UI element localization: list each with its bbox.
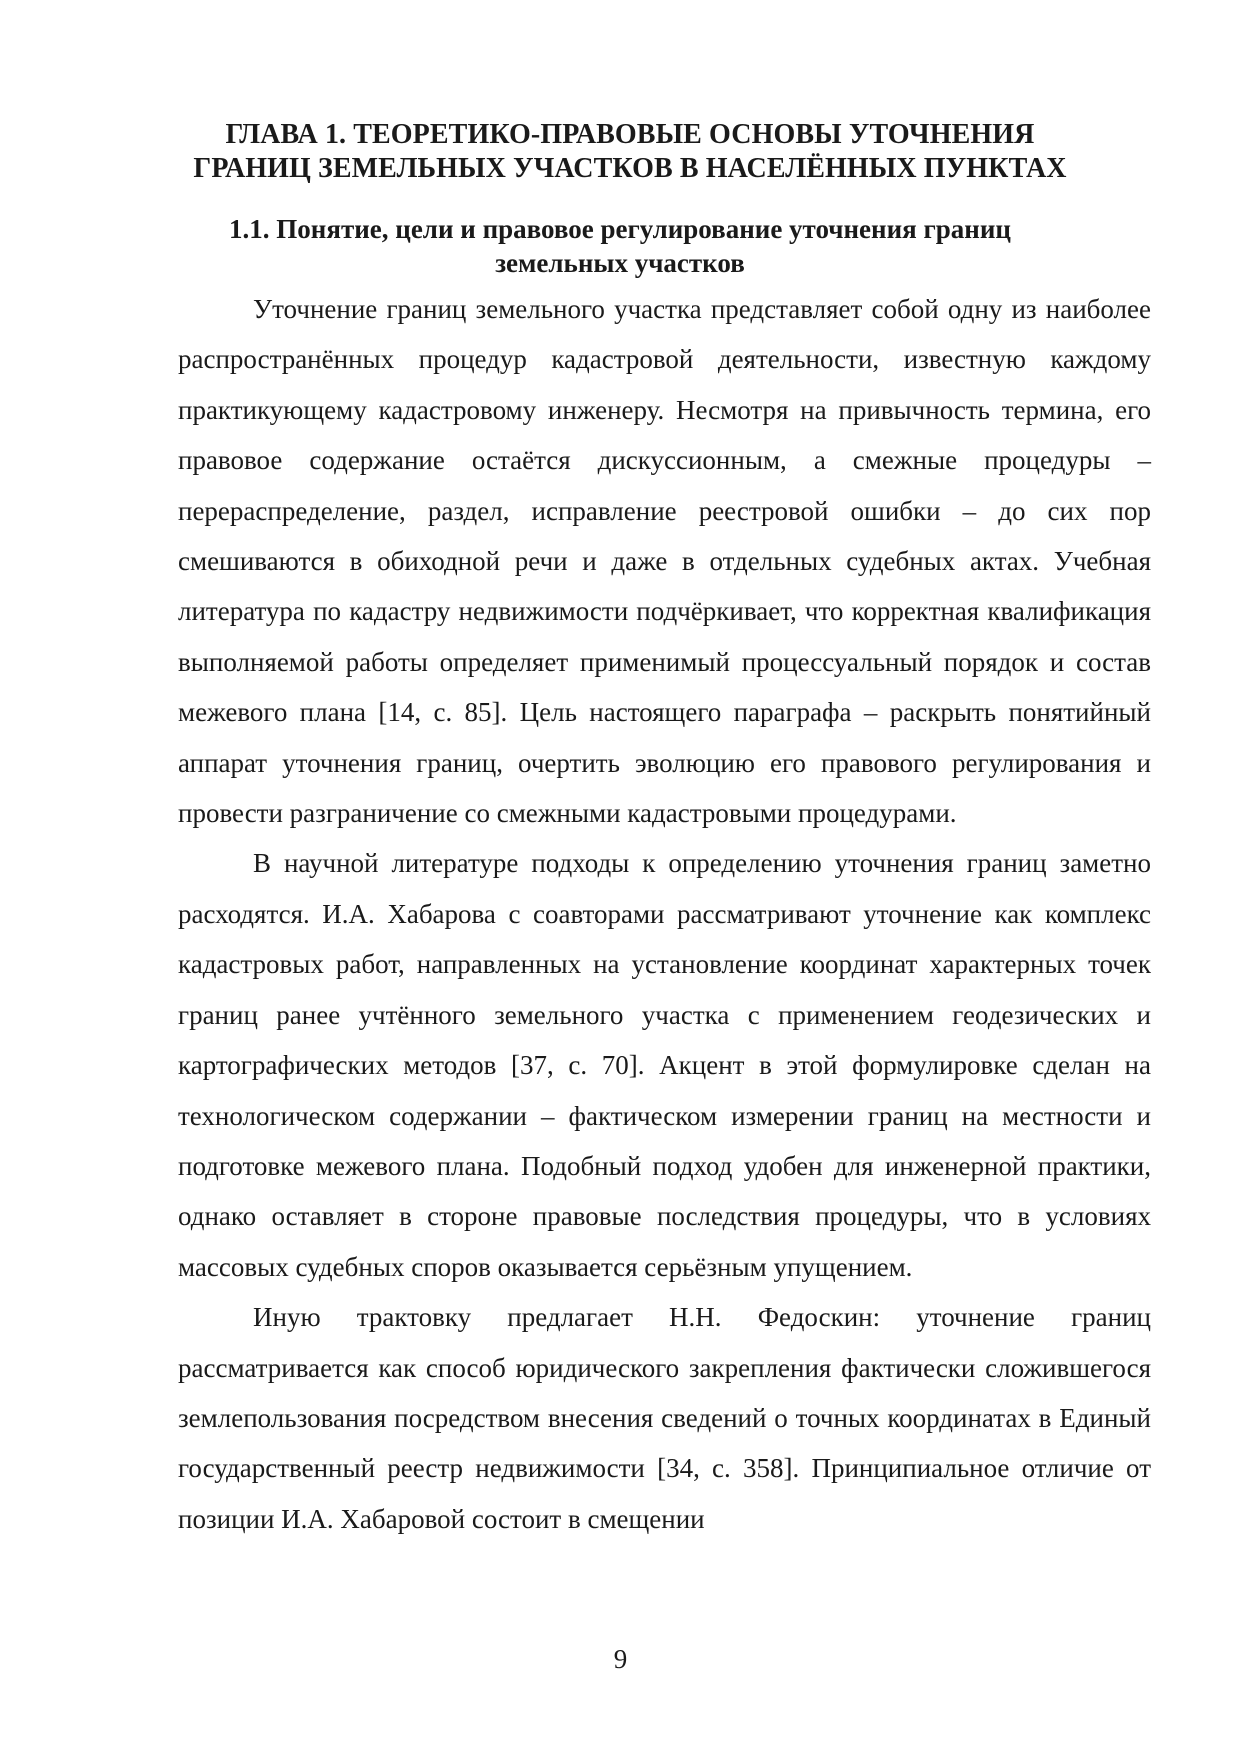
page-number: 9 <box>613 1644 628 1674</box>
section-title-line-1: 1.1. Понятие, цели и правовое регулирование уточнения границ <box>229 214 1011 244</box>
chapter-title <box>150 118 1110 186</box>
section-title-line-2: земельных участков <box>495 248 745 278</box>
chapter-title-line-1: ГЛАВА 1. ТЕОРЕТИКО-ПРАВОВЫЕ ОСНОВЫ УТОЧНЕНИЯ <box>225 119 1035 150</box>
section-title <box>160 212 1080 280</box>
chapter-title-line-2: ГРАНИЦ ЗЕМЕЛЬНЫХ УЧАСТКОВ В НАСЕЛЁННЫХ ПУНКТАХ <box>193 153 1067 184</box>
paragraph: Иную трактовку предлагает Н.Н. Федоскин: уточнение границ рассматривается как способ юридического закрепления фактически сложившегося землепользования посредством внесения сведений о точных координатах в Единый государственный реестр недвижимости [34, с. 358]. Принципиальное отличие от позиции И.А. Хабаровой состоит в смещении <box>178 1302 1151 1534</box>
paragraph: В научной литературе подходы к определению уточнения границ заметно расходятся. И.А. Хабарова с соавторами рассматривают уточнение как комплекс кадастровых работ, направленных на установление координат характерных точек границ ранее учтённого земельного участка с применением геодезических и картографических методов [37, с. 70]. Акцент в этой формулировке сделан на технологическом содержании – фактическом измерении границ на местности и подготовке межевого плана. Подобный подход удобен для инженерной практики, однако оставляет в стороне правовые последствия процедуры, что в условиях массовых судебных споров оказывается серьёзным упущением. <box>178 848 1151 1282</box>
paragraph: Уточнение границ земельного участка представляет собой одну из наиболее распространённых процедур кадастровой деятельности, известную каждому практикующему кадастровому инженеру. Несмотря на привычность термина, его правовое содержание остаётся дискуссионным, а смежные процедуры – перераспределение, раздел, исправление реестровой ошибки – до сих пор смешиваются в обиходной речи и даже в отдельных судебных актах. Учебная литература по кадастру недвижимости подчёркивает, что корректная квалификация выполняемой работы определяет применимый процессуальный порядок и состав межевого плана [14, с. 85]. Цель настоящего параграфа – раскрыть понятийный аппарат уточнения границ, очертить эволюцию его правового регулирования и провести разграничение со смежными кадастровыми процедурами. <box>178 294 1151 829</box>
body-text <box>178 284 1151 1544</box>
